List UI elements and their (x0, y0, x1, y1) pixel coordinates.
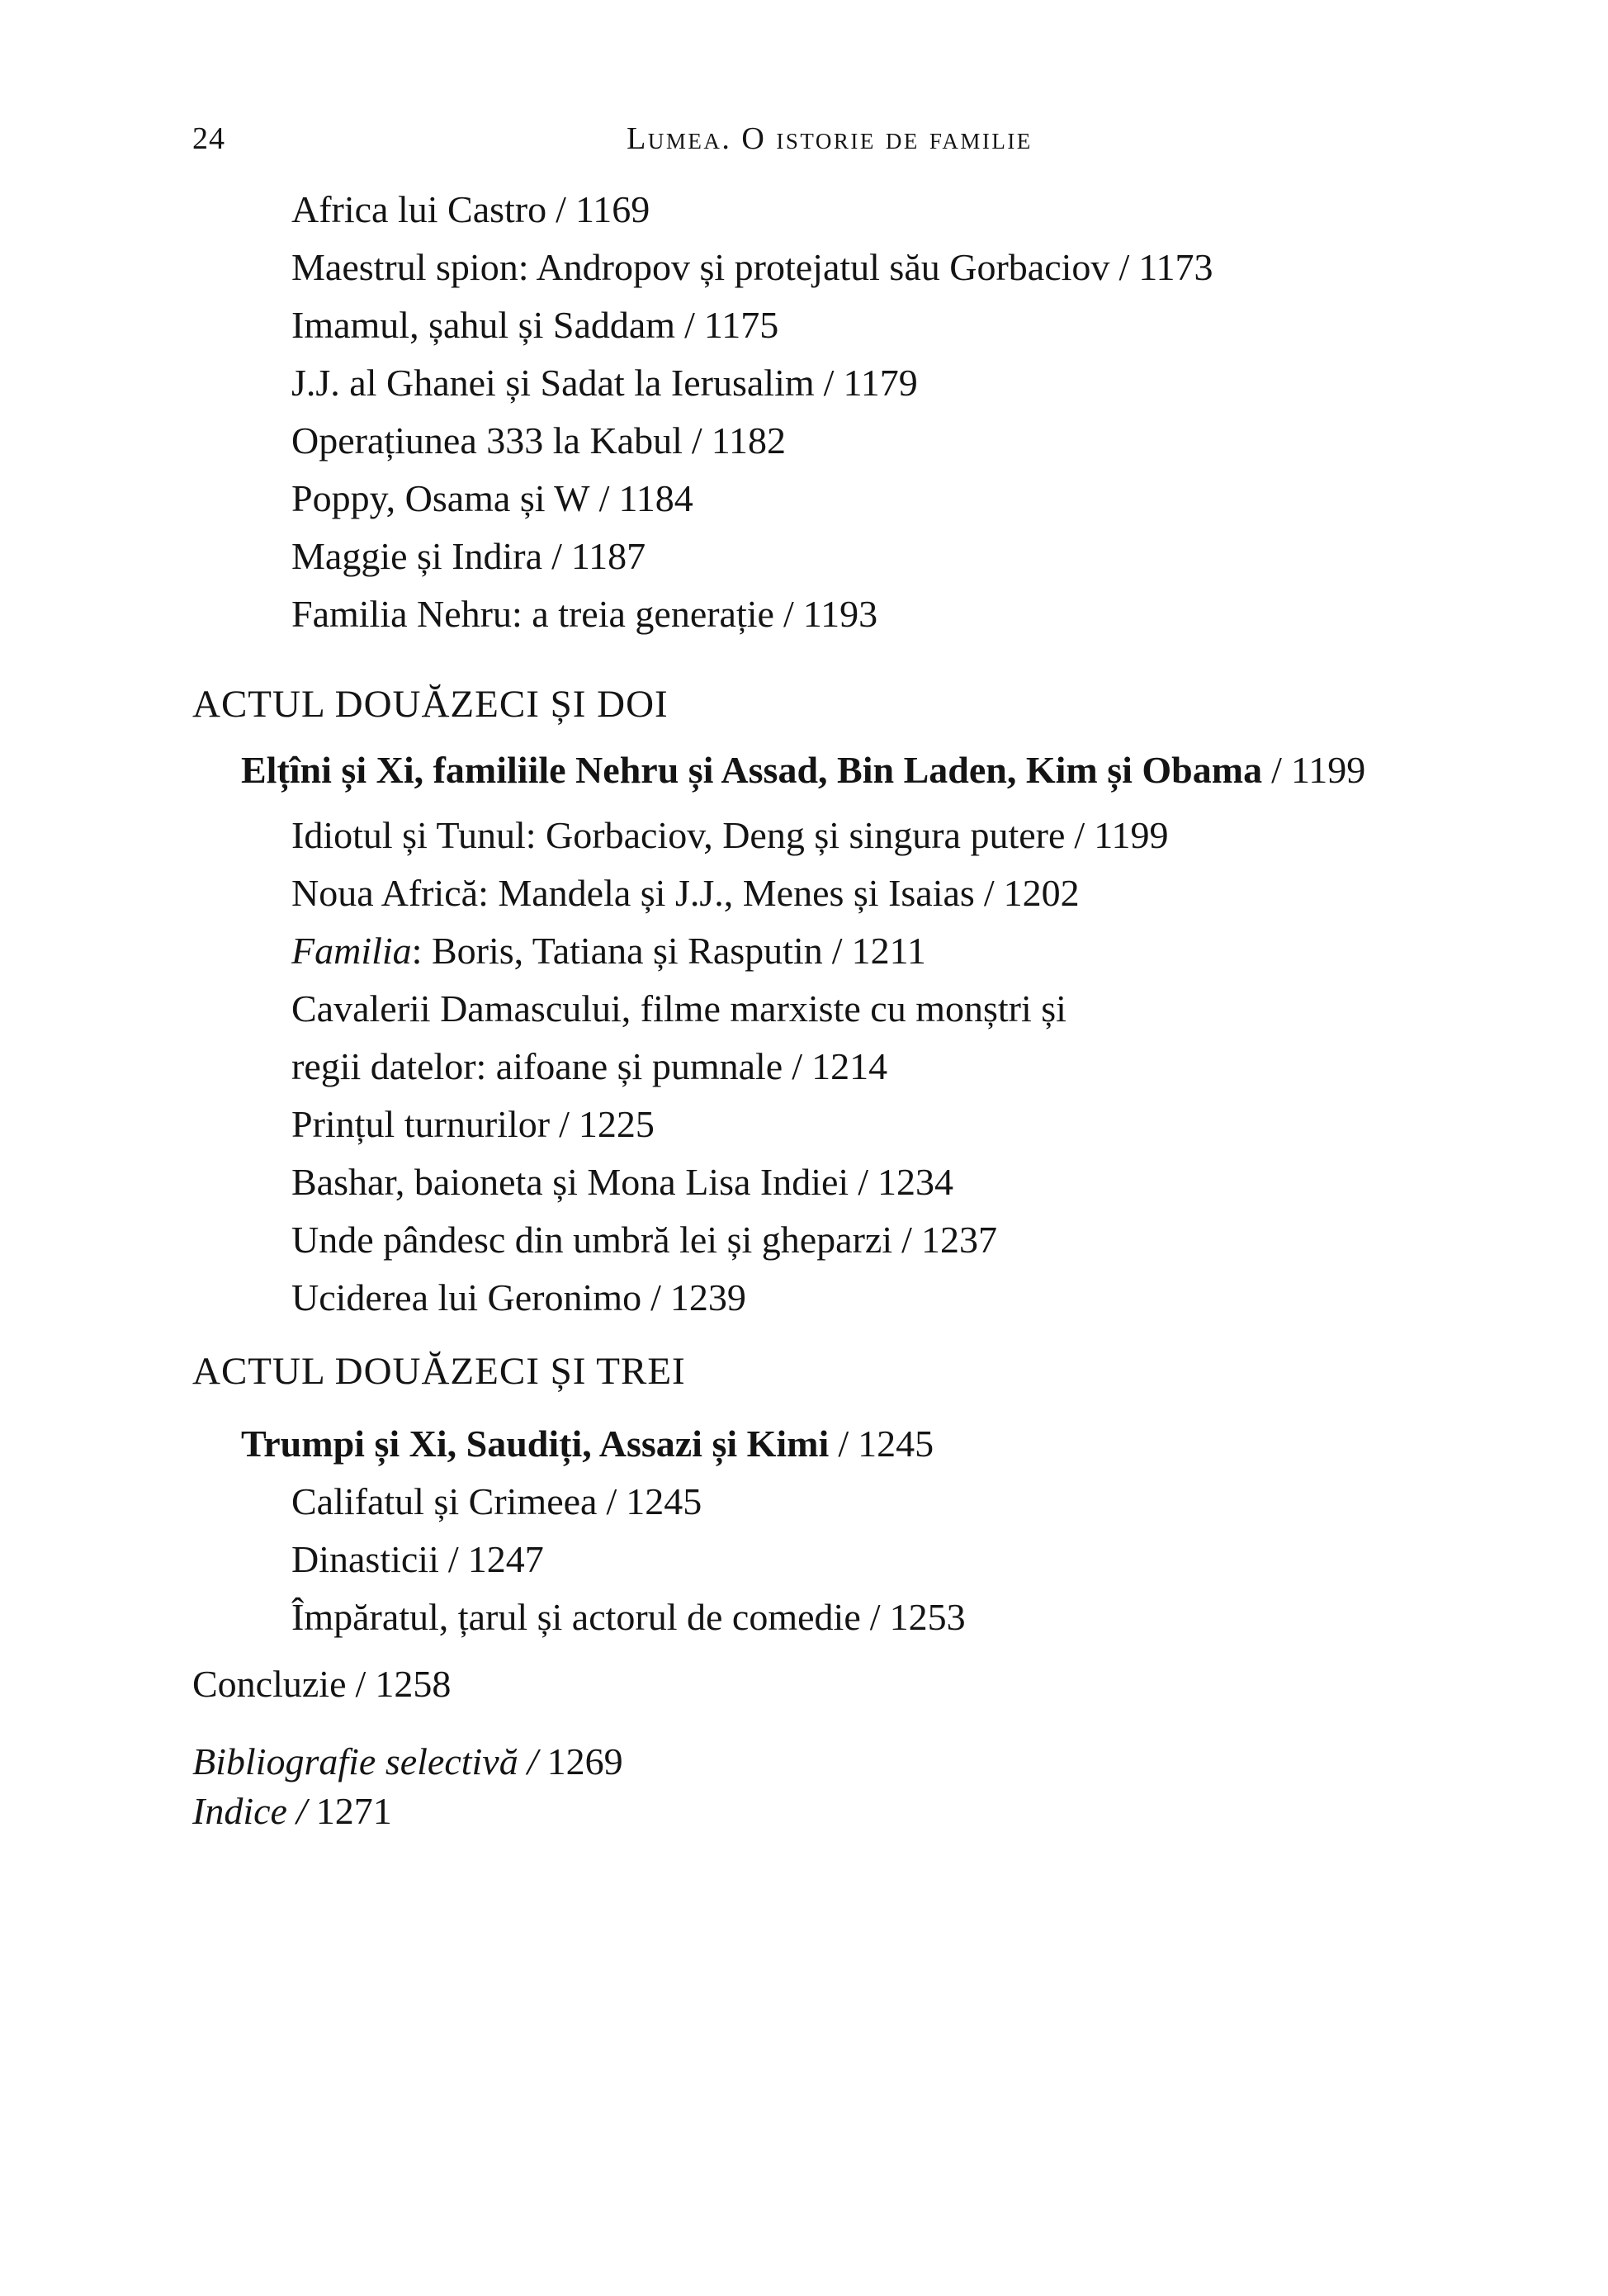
entry-title: Uciderea lui Geronimo (291, 1276, 642, 1318)
running-head-title: Lumea. O istorie de familie (627, 121, 1033, 156)
entry-page: 1245 (626, 1480, 702, 1522)
separator: / (792, 1045, 803, 1087)
separator: / (1074, 814, 1085, 856)
entry-title: Idiotul și Tunul: Gorbaciov, Deng și singura putere (291, 814, 1066, 856)
entry-page: 1247 (467, 1538, 544, 1580)
toc-entry (192, 181, 1480, 239)
separator: / (901, 1219, 912, 1261)
separator: / (1271, 749, 1282, 791)
toc-entry (192, 1531, 1480, 1588)
entry-page: 1193 (802, 593, 878, 635)
separator: / (551, 535, 562, 577)
toc-backmatter-block (192, 1737, 1480, 1836)
toc-intro-block (192, 181, 1480, 643)
separator: / (650, 1276, 661, 1318)
entry-page: 1182 (711, 419, 787, 462)
toc-entry (192, 807, 1480, 864)
entry-page: 1202 (1003, 872, 1080, 914)
entry-title: Elțîni și Xi, familiile Nehru și Assad, Bin Laden, Kim și Obama (241, 749, 1263, 791)
toc-entry (192, 1655, 1480, 1713)
entry-page: 1169 (575, 188, 650, 230)
entry-page: 1271 (315, 1790, 392, 1832)
entry-title: : Boris, Tatiana și Rasputin (411, 930, 823, 972)
entry-page: 1211 (851, 930, 926, 972)
entry-page: 1258 (375, 1663, 452, 1705)
separator: / (869, 1596, 881, 1638)
entry-title: Concluzie (192, 1663, 347, 1705)
toc-entry (192, 1096, 1480, 1153)
separator: / (823, 362, 835, 404)
separator: / (783, 593, 794, 635)
separator: / (838, 1423, 849, 1465)
separator: / (447, 1538, 459, 1580)
toc-entry (192, 1269, 1480, 1327)
separator: / (858, 1161, 869, 1203)
toc-entry (192, 528, 1480, 585)
entry-page: 1175 (703, 304, 779, 346)
separator: / (684, 304, 695, 346)
entry-title: Poppy, Osama și W (291, 477, 590, 519)
entry-title: Maestrul spion: Andropov și protejatul său Gorbaciov (291, 246, 1110, 288)
running-head (192, 117, 1467, 167)
toc-entry (192, 1737, 1480, 1787)
chapter-entry (192, 741, 1480, 799)
entry-title: Indice (192, 1790, 287, 1832)
entry-page: 1234 (877, 1161, 954, 1203)
page-number: 24 (192, 121, 225, 156)
entry-title: Maggie și Indira (291, 535, 543, 577)
toc-entry (192, 1211, 1480, 1269)
entry-title: Împăratul, țarul și actorul de comedie (291, 1596, 861, 1638)
entry-title: Bashar, baioneta și Mona Lisa Indiei (291, 1161, 849, 1203)
toc-entry (192, 585, 1480, 643)
entry-title: Cavalerii Damascului, filme marxiste cu monștri și (291, 987, 1066, 1030)
separator: / (598, 477, 610, 519)
toc-entry (192, 239, 1480, 296)
separator: / (1119, 246, 1130, 288)
toc-entry (192, 412, 1480, 470)
entry-title: Unde pândesc din umbră lei și gheparzi (291, 1219, 893, 1261)
toc-section-items (192, 1473, 1480, 1646)
toc-entry (192, 1588, 1480, 1646)
toc-entry (192, 296, 1480, 354)
separator: / (355, 1663, 367, 1705)
entry-title: Operațiunea 333 la Kabul (291, 419, 683, 462)
entry-page: 1237 (920, 1219, 997, 1261)
separator: / (606, 1480, 617, 1522)
entry-page: 1239 (669, 1276, 746, 1318)
toc-entry (192, 354, 1480, 412)
chapter-entry (192, 1415, 1480, 1473)
entry-page: 1253 (889, 1596, 966, 1638)
separator: / (527, 1740, 538, 1782)
entry-title: Trumpi și Xi, Saudiți, Assazi și Kimi (241, 1423, 830, 1465)
entry-title: Familia Nehru: a treia generație (291, 593, 774, 635)
toc-entry (192, 922, 1480, 980)
toc-entry (192, 1787, 1480, 1836)
separator: / (831, 930, 843, 972)
entry-page: 1173 (1138, 246, 1213, 288)
entry-title-italic: Familia (291, 930, 412, 972)
toc-entry (192, 470, 1480, 528)
entry-title: J.J. al Ghanei și Sadat la Ierusalim (291, 362, 815, 404)
entry-title: regii datelor: aifoane și pumnale (291, 1045, 783, 1087)
separator: / (296, 1790, 307, 1832)
separator: / (983, 872, 995, 914)
toc-entry (192, 864, 1480, 922)
entry-page: 1184 (618, 477, 693, 519)
entry-page: 1214 (811, 1045, 888, 1087)
entry-page: 1187 (570, 535, 646, 577)
separator: / (559, 1103, 570, 1145)
entry-line-1 (192, 980, 1480, 1038)
separator: / (556, 188, 566, 230)
entry-line-2 (192, 1038, 1480, 1096)
entry-title: Africa lui Castro (291, 188, 547, 230)
toc-section-items (192, 807, 1480, 1327)
separator: / (691, 419, 702, 462)
entry-page: 1199 (1290, 749, 1366, 791)
entry-title: Califatul și Crimeea (291, 1480, 598, 1522)
act-heading: ACTUL DOUĂZECI ȘI DOI (192, 683, 669, 726)
entry-page: 1179 (843, 362, 918, 404)
toc-entry (192, 1153, 1480, 1211)
entry-title: Prințul turnurilor (291, 1103, 551, 1145)
entry-title: Dinasticii (291, 1538, 439, 1580)
entry-page: 1245 (858, 1423, 934, 1465)
toc-entry (192, 1473, 1480, 1531)
entry-page: 1225 (578, 1103, 655, 1145)
toc-entry (192, 980, 1480, 1096)
entry-title: Bibliografie selectivă (192, 1740, 518, 1782)
entry-page: 1199 (1094, 814, 1169, 856)
act-heading: ACTUL DOUĂZECI ȘI TREI (192, 1350, 686, 1393)
entry-title: Imamul, șahul și Saddam (291, 304, 676, 346)
table-of-contents (192, 181, 1480, 1836)
entry-title: Noua Africă: Mandela și J.J., Menes și Isaias (291, 872, 975, 914)
entry-page: 1269 (546, 1740, 623, 1782)
